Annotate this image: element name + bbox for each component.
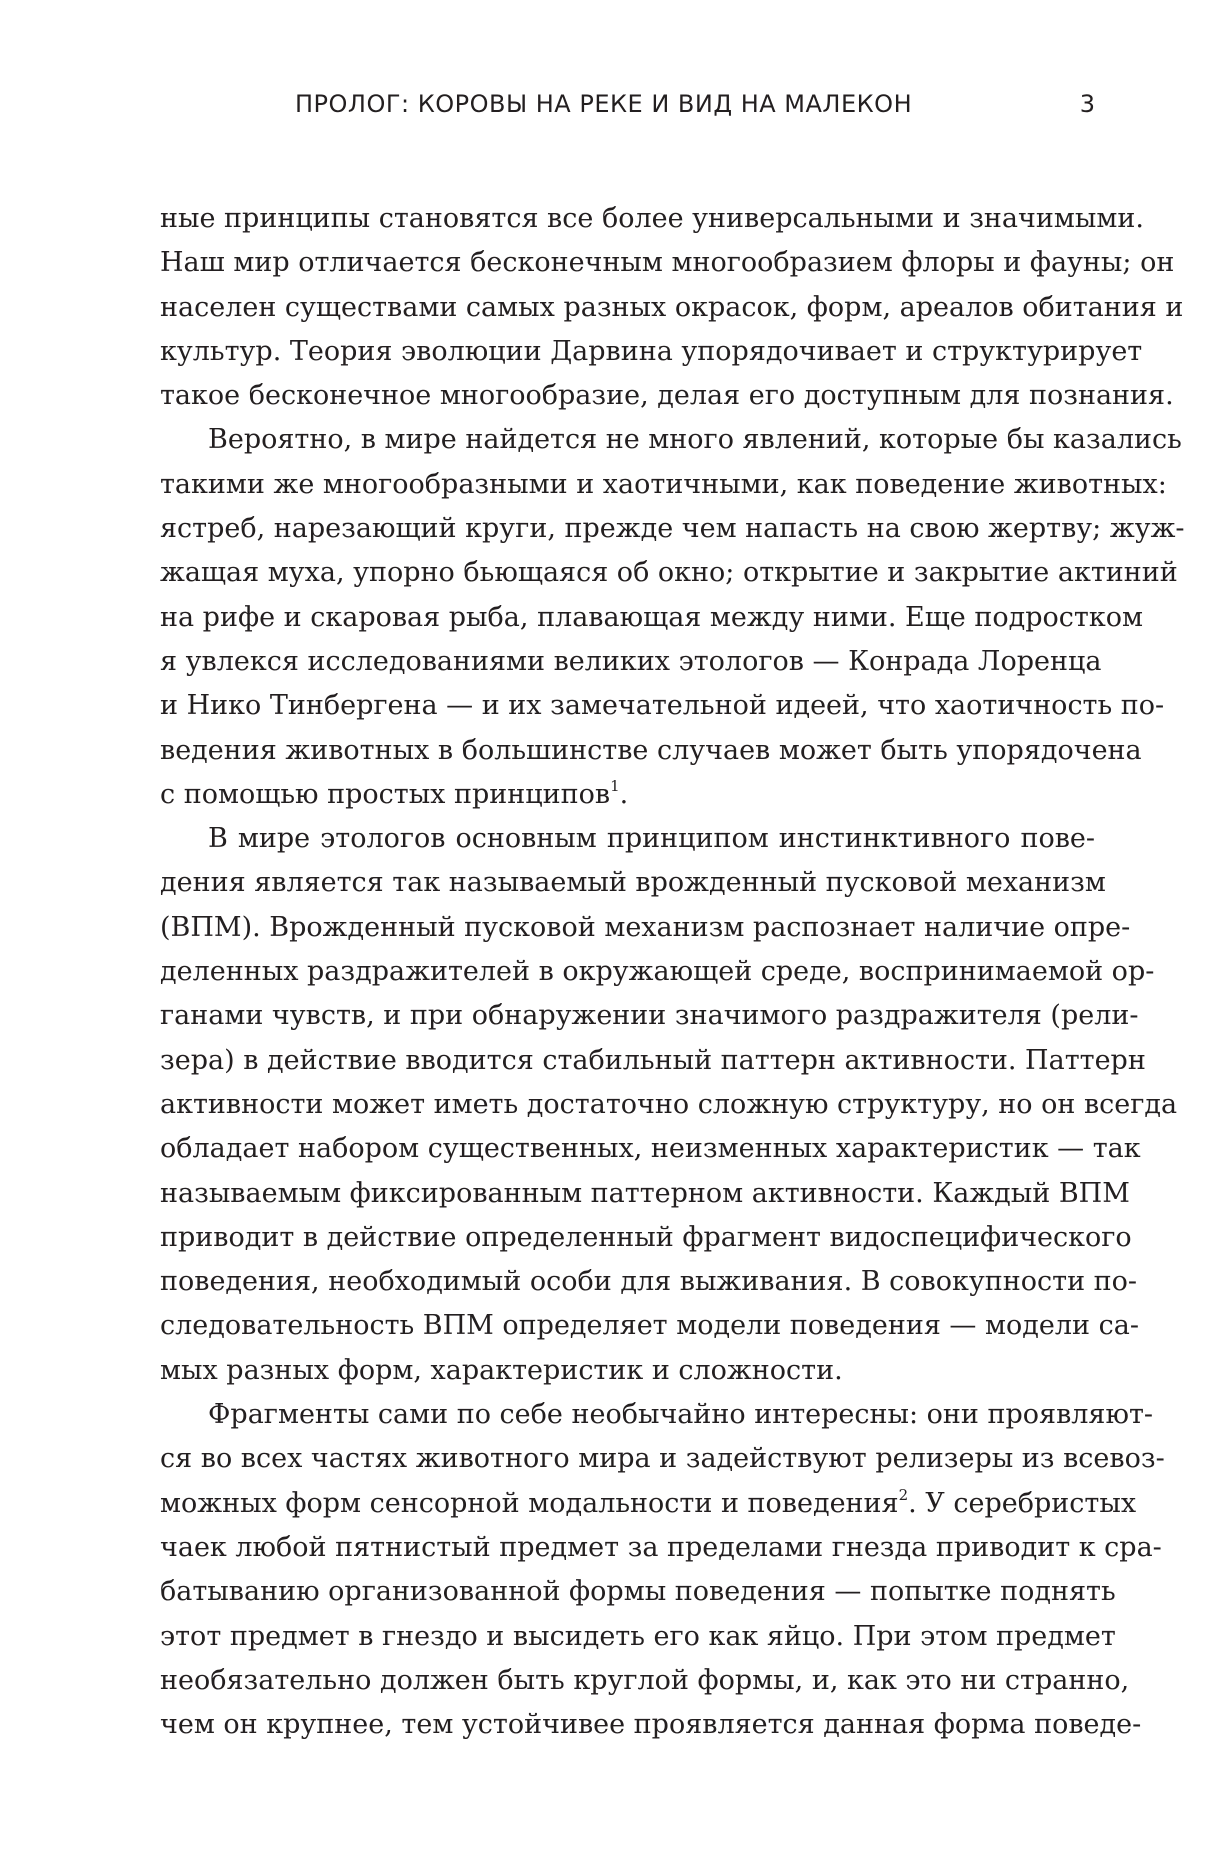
text-line: чем он крупнее, тем устойчивее проявляется данная форма поведе- (160, 1709, 1142, 1741)
body-text (160, 197, 1185, 1747)
text-fragment: . У серебристых (908, 1487, 1137, 1519)
text-line: дения является так называемый врожденный пусковой механизм (160, 867, 1106, 899)
text-line: жащая муха, упорно бьющаяся об окно; открытие и закрытие актиний (160, 557, 1178, 589)
text-line: батыванию организованной формы поведения — попытке поднять (160, 1576, 1116, 1608)
text-line: этот предмет в гнездо и высидеть его как яйцо. При этом предмет (160, 1620, 1116, 1652)
text-fragment: с помощью простых принципов (160, 778, 611, 810)
text-line: Фрагменты сами по себе необычайно интересны: они проявляют- (208, 1399, 1154, 1431)
text-line: такими же многообразными и хаотичными, как поведение животных: (160, 468, 1167, 500)
text-line: чаек любой пятнистый предмет за пределами гнезда приводит к сра- (160, 1531, 1162, 1563)
paragraph (160, 197, 1184, 418)
text-fragment: можных форм сенсорной модальности и поведения (160, 1487, 899, 1519)
running-head (160, 90, 1095, 130)
text-line: поведения, необходимый особи для выживания. В совокупности по- (160, 1266, 1138, 1298)
text-line: ся во всех частях животного мира и задействуют релизеры из всевоз- (160, 1443, 1165, 1475)
text-line: ные принципы становятся все более универсальными и значимыми. (160, 203, 1144, 234)
text-line: я увлекся исследованиями великих этологов — Конрада Лоренца (160, 645, 1102, 677)
text-line: ганами чувств, и при обнаружении значимого раздражителя (рели- (160, 1000, 1139, 1032)
text-line (160, 1482, 1137, 1526)
text-line: зера) в действие вводится стабильный паттерн активности. Паттерн (160, 1044, 1146, 1076)
text-line: следовательность ВПМ определяет модели поведения — модели са- (160, 1310, 1139, 1342)
text-line: приводит в действие определенный фрагмент видоспецифического (160, 1221, 1132, 1253)
footnote-reference[interactable]: 2 (898, 1485, 909, 1504)
page-number: 3 (1079, 90, 1095, 118)
paragraph (160, 1393, 1165, 1747)
text-line: (ВПМ). Врожденный пусковой механизм распознает наличие опре- (160, 911, 1131, 943)
text-line: необязательно должен быть круглой формы, и, как это ни странно, (160, 1664, 1130, 1696)
text-line: ястреб, нарезающий круги, прежде чем напасть на свою жертву; жуж- (160, 513, 1185, 545)
text-line: и Нико Тинбергена — и их замечательной идеей, что хаотичность по- (160, 690, 1165, 722)
text-line (160, 773, 1095, 817)
text-line: такое бесконечное многообразие, делая его доступным для познания. (160, 380, 1174, 412)
text-line: на рифе и скаровая рыба, плавающая между ними. Еще подростком (160, 601, 1143, 633)
text-line: населен существами самых разных окрасок, форм, ареалов обитания и (160, 291, 1184, 323)
text-line: обладает набором существенных, неизменных характеристик — так (160, 1133, 1141, 1165)
text-line: Наш мир отличается бесконечным многообразием флоры и фауны; он (160, 247, 1175, 279)
paragraph (160, 418, 1185, 817)
text-line: Вероятно, в мире найдется не много явлений, которые бы казались (208, 424, 1182, 456)
text-line: деленных раздражителей в окружающей среде, воспринимаемой ор- (160, 956, 1155, 988)
text-line: В мире этологов основным принципом инстинктивного пове- (208, 823, 1095, 855)
text-line: ведения животных в большинстве случаев может быть упорядочена (160, 734, 1142, 766)
text-line: называемым фиксированным паттерном активности. Каждый ВПМ (160, 1177, 1130, 1209)
footnote-reference[interactable]: 1 (610, 776, 620, 795)
text-line: культур. Теория эволюции Дарвина упорядочивает и структурирует (160, 335, 1143, 367)
running-title: ПРОЛОГ: КОРОВЫ НА РЕКЕ И ВИД НА МАЛЕКОН (295, 90, 913, 118)
paragraph (160, 817, 1178, 1393)
text-line: мых разных форм, характеристик и сложности. (160, 1354, 843, 1386)
text-fragment: . (619, 778, 629, 810)
text-line: активности может иметь достаточно сложную структуру, но он всегда (160, 1088, 1178, 1120)
